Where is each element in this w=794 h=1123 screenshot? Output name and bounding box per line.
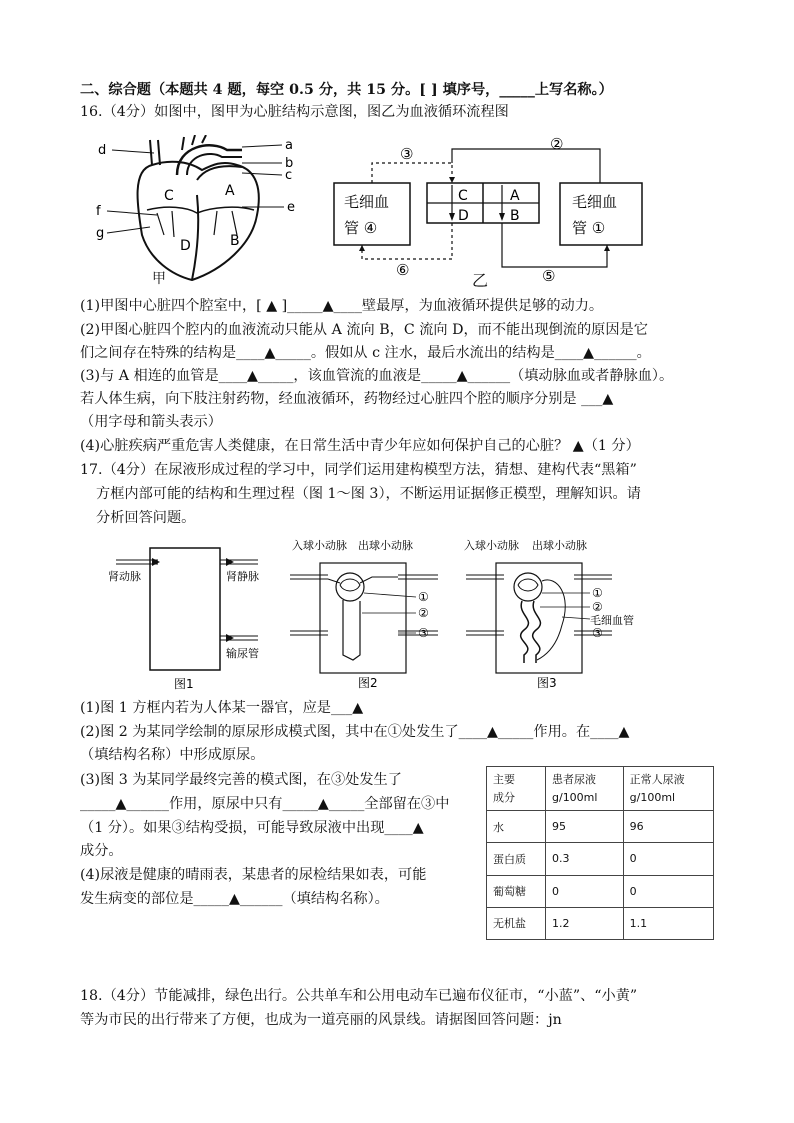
heart-label-a: a [285, 138, 293, 153]
heart-label-B: B [230, 233, 240, 249]
fig3-afferent: 入球小动脉 [464, 539, 519, 552]
heart-label-g: g [96, 226, 105, 241]
heart-label-C: C [164, 188, 174, 204]
flow-C: C [458, 188, 468, 204]
q17-q4a: (4)尿液是健康的晴雨表，某患者的尿检结果如表，可能 [80, 867, 427, 883]
q17-line2: 方框内部可能的结构和生理过程（图 1～图 3），不断运用证据修正模型，理解知识。请 [96, 486, 641, 502]
q16-line2: (2)甲图心脏四个腔内的血液流动只能从 A 流向 B，C 流向 D，而不能出现倒流的原因是它 [80, 322, 648, 338]
fig-yi-caption: 乙 [472, 271, 489, 290]
fig2-caption: 图2 [358, 676, 378, 690]
nephron-fig3 [462, 535, 652, 690]
q18-line1: 18.（4分）节能减排，绿色出行。公共单车和公用电动车已遍布仪征市，“小蓝”、“小黄” [80, 988, 638, 1004]
heart-label-A: A [225, 183, 235, 199]
q16-line4: (3)与 A 相连的血管是____▲_____，该血管流的血液是_____▲______（填动脉血或者静脉血）。 [80, 368, 674, 384]
fig1-renal-artery: 肾动脉 [108, 570, 141, 583]
flow-A: A [510, 188, 520, 204]
fig-jia-caption: 甲 [152, 271, 166, 287]
q17-line3: 分析回答问题。 [96, 510, 196, 526]
table-row: 葡萄糖 0 0 [487, 875, 714, 907]
q16-line5: 若人体生病，向下肢注射药物，经血液循环，药物经过心脏四个腔的顺序分别是 ___▲ [80, 391, 614, 407]
table-row: 水 95 96 [487, 811, 714, 843]
fig1-caption: 图1 [174, 677, 194, 690]
fig1-ureter: 输尿管 [226, 647, 259, 660]
fig3-efferent: 出球小动脉 [532, 539, 587, 552]
fig3-n1: ① [592, 586, 603, 600]
heart-label-c: c [285, 168, 293, 183]
heart-label-d: d [98, 143, 107, 158]
q16-intro: 16.（4分）如图中，图甲为心脏结构示意图，图乙为血液循环流程图 [80, 104, 509, 120]
kidney-fig1 [108, 540, 268, 690]
fig2-n1: ① [418, 590, 429, 604]
fig2-n3: ③ [418, 626, 429, 640]
heart-label-f: f [96, 204, 101, 219]
q17-q3c: （1 分）。如果③结构受损，可能导致尿液中出现____▲ [80, 820, 424, 836]
table-row: 无机盐 1.2 1.1 [487, 907, 714, 939]
q17-q2b: （填结构名称）中形成原尿。 [80, 747, 265, 763]
flow-B: B [510, 208, 520, 224]
heart-label-e: e [287, 200, 295, 215]
flow-D: D [458, 208, 469, 224]
fig2-efferent: 出球小动脉 [358, 539, 413, 552]
q16-line6: （用字母和箭头表示） [80, 414, 222, 430]
q18-line2: 等为市民的出行带来了方便，也成为一道亮丽的风景线。请据图回答问题：jn [80, 1012, 562, 1028]
table-row: 蛋白质 0.3 0 [487, 843, 714, 875]
q17-q1: (1)图 1 方框内若为人体某一器官，应是___▲ [80, 700, 364, 716]
flow-n5: ⑤ [542, 267, 556, 285]
section-header: 二、综合题（本题共 4 题，每空 0.5 分，共 15 分。[ ] 填序号，_____上写名称。） [80, 82, 613, 98]
flow-n6: ⑥ [396, 261, 410, 279]
box4-line1: 毛细血 [344, 193, 390, 211]
fig3-n2: ② [592, 600, 603, 614]
q16-line3: 们之间存在特殊的结构是____▲_____。假如从 c 注水，最后水流出的结构是____▲______。 [80, 345, 651, 361]
heart-diagram [92, 135, 312, 285]
urine-test-table [486, 766, 714, 940]
flow-n2: ② [550, 135, 564, 153]
q16-line7: (4)心脏疾病严重危害人类健康，在日常生活中青少年应如何保护自己的心脏？ ▲（1 分） [80, 438, 640, 454]
fig1-renal-vein: 肾静脉 [226, 570, 259, 583]
box1-line2: 管 ① [572, 219, 606, 237]
q17-q2a: (2)图 2 为某同学绘制的原尿形成模式图，其中在①处发生了____▲_____作用。在____▲ [80, 724, 630, 740]
box1-line1: 毛细血 [572, 193, 618, 211]
table-header-1: 患者尿液 g/100ml [552, 772, 598, 804]
q17-q4b: 发生病变的部位是_____▲______（填结构名称）。 [80, 891, 389, 907]
q16-line1: (1)甲图中心脏四个腔室中，[ ▲ ]_____▲____壁最厚，为血液循环提供足够的动力。 [80, 298, 604, 314]
fig2-afferent: 入球小动脉 [292, 539, 347, 552]
circulation-diagram [332, 135, 652, 290]
q17-line1: 17.（4分）在尿液形成过程的学习中，同学们运用建构模型方法，猜想、建构代表“黑箱” [80, 462, 637, 478]
table-header-0: 主要 成分 [493, 772, 515, 804]
nephron-fig2 [288, 535, 448, 690]
q17-q3a: (3)图 3 为某同学最终完善的模式图，在③处发生了 [80, 772, 402, 788]
fig2-n2: ② [418, 606, 429, 620]
heart-label-D: D [180, 238, 191, 254]
flow-n3: ③ [400, 145, 414, 163]
fig3-n3: ③ [592, 626, 603, 640]
table-header-2: 正常人尿液 g/100ml [629, 772, 685, 804]
heart-label-b: b [285, 156, 294, 171]
fig3-capillary: 毛细血管 [590, 614, 634, 627]
q17-q3d: 成分。 [80, 843, 123, 859]
q17-q3b: _____▲______作用，原尿中只有_____▲_____全部留在③中 [80, 796, 450, 812]
box4-line2: 管 ④ [344, 219, 378, 237]
fig3-caption: 图3 [537, 676, 557, 690]
